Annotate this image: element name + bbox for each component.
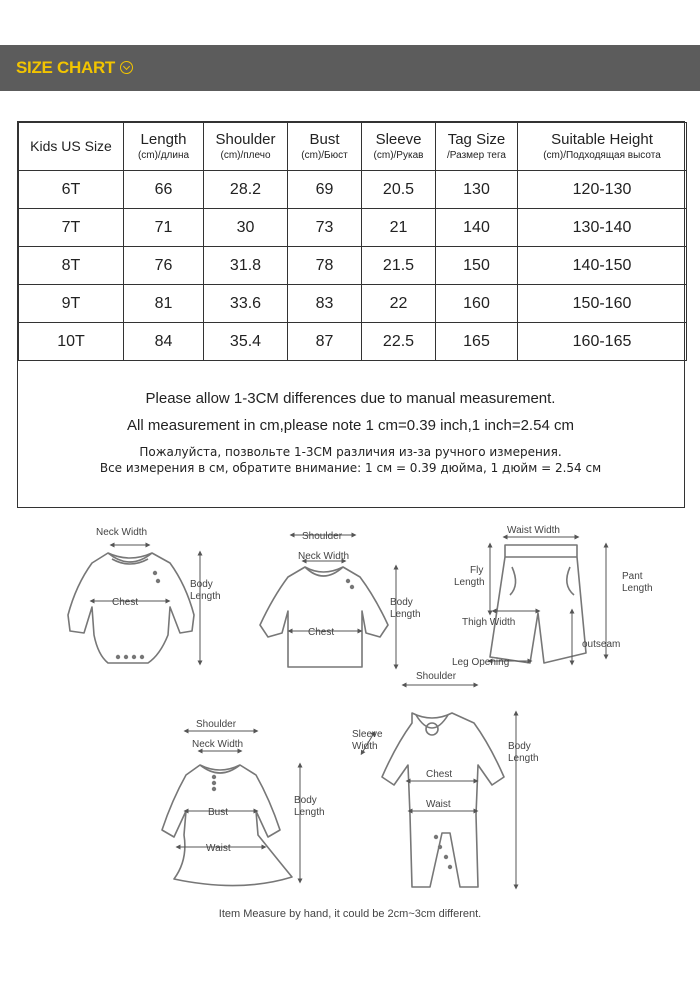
label-dress-length: Length xyxy=(294,807,325,818)
chevron-circle-down-icon xyxy=(120,61,133,74)
cell-height: 160-165 xyxy=(518,323,687,361)
dress-diagram xyxy=(162,765,292,886)
cell-tag-size: 165 xyxy=(436,323,518,361)
cell-shoulder: 33.6 xyxy=(204,285,288,323)
cell-tag-size: 160 xyxy=(436,285,518,323)
cell-tag-size: 150 xyxy=(436,247,518,285)
cell-length: 84 xyxy=(124,323,204,361)
cell-size: 8T xyxy=(19,247,124,285)
col-header-tag-size: Tag Size /Размер тега xyxy=(436,123,518,171)
col-header-height: Suitable Height (cm)/Подходящая высота xyxy=(518,123,687,171)
cell-bust: 78 xyxy=(288,247,362,285)
cell-sleeve: 21 xyxy=(362,209,436,247)
cell-height: 140-150 xyxy=(518,247,687,285)
col-header-sleeve: Sleeve (cm)/Рукав xyxy=(362,123,436,171)
cell-bust: 73 xyxy=(288,209,362,247)
label-pants-waist: Waist Width xyxy=(507,525,560,536)
cell-sleeve: 21.5 xyxy=(362,247,436,285)
size-chart-header xyxy=(0,45,700,91)
cell-shoulder: 35.4 xyxy=(204,323,288,361)
label-tshirt-shoulder: Shoulder xyxy=(302,531,343,542)
tshirt-diagram xyxy=(260,567,388,667)
label-dress-body: Body xyxy=(294,795,317,806)
label-tshirt-length: Length xyxy=(390,609,421,620)
note-en-2: All measurement in cm,please note 1 cm=0.39 inch,1 inch=2.54 cm xyxy=(127,417,574,434)
cell-length: 71 xyxy=(124,209,204,247)
diagram-labels xyxy=(96,525,653,854)
note-ru-2: Все измерения в см, обратите внимание: 1 см = 0.39 дюйма, 1 дюйм = 2.54 см xyxy=(99,461,602,475)
label-bodysuit-chest: Chest xyxy=(112,597,139,608)
cell-length: 66 xyxy=(124,171,204,209)
header-title: SIZE CHART xyxy=(16,58,116,77)
col-header-bust: Bust (cm)/Бюст xyxy=(288,123,362,171)
footer-note: Item Measure by hand, it could be 2cm~3cm different. xyxy=(218,908,482,920)
label-dress-waist: Waist xyxy=(206,843,231,854)
cell-sleeve: 20.5 xyxy=(362,171,436,209)
col-header-shoulder: Shoulder (cm)/плечо xyxy=(204,123,288,171)
label-dress-shoulder: Shoulder xyxy=(196,719,237,730)
label-dress-bust: Bust xyxy=(208,807,229,818)
label-romper-sleeve: Sleeve xyxy=(352,729,383,740)
cell-shoulder: 30 xyxy=(204,209,288,247)
label-romper-body: Body xyxy=(508,741,531,752)
label-bodysuit-length: Length xyxy=(190,591,221,602)
cell-length: 76 xyxy=(124,247,204,285)
col-header-length: Length (cm)/длина xyxy=(124,123,204,171)
cell-bust: 83 xyxy=(288,285,362,323)
label-pants-pant-length: Length xyxy=(622,583,653,594)
label-dress-neck: Neck Width xyxy=(192,739,244,750)
cell-height: 150-160 xyxy=(518,285,687,323)
label-tshirt-body: Body xyxy=(390,597,413,608)
size-table xyxy=(18,122,687,361)
table-row xyxy=(19,209,687,247)
cell-size: 9T xyxy=(19,285,124,323)
label-tshirt-neck: Neck Width xyxy=(298,551,350,562)
table-row xyxy=(19,247,687,285)
note-en-1: Please allow 1-3CM differences due to manual measurement. xyxy=(145,390,556,407)
label-romper-chest: Chest xyxy=(426,769,453,780)
cell-height: 120-130 xyxy=(518,171,687,209)
table-header-row xyxy=(19,123,687,171)
col-header-size: Kids US Size xyxy=(19,123,124,171)
note-ru-1: Пожалуйста, позвольте 1-3CM различия из-за ручного измерения. xyxy=(139,445,562,459)
cell-length: 81 xyxy=(124,285,204,323)
cell-bust: 69 xyxy=(288,171,362,209)
measurement-notes xyxy=(18,362,683,476)
label-bodysuit-body: Body xyxy=(190,579,213,590)
cell-shoulder: 28.2 xyxy=(204,171,288,209)
label-tshirt-chest: Chest xyxy=(308,627,335,638)
romper-arrows xyxy=(362,685,516,887)
label-romper-length: Length xyxy=(508,753,539,764)
cell-height: 130-140 xyxy=(518,209,687,247)
label-pants-fly-length: Length xyxy=(454,577,485,588)
table-row xyxy=(19,171,687,209)
diagrams-svg xyxy=(0,515,700,915)
cell-tag-size: 140 xyxy=(436,209,518,247)
label-bodysuit-neck: Neck Width xyxy=(96,527,148,538)
cell-size: 7T xyxy=(19,209,124,247)
table-row xyxy=(19,285,687,323)
measurement-diagrams xyxy=(0,515,700,935)
label-romper-sleeve-width: Width xyxy=(352,741,378,752)
size-chart-box xyxy=(17,121,685,508)
label-pants-pant: Pant xyxy=(622,571,643,582)
cell-shoulder: 31.8 xyxy=(204,247,288,285)
bodysuit-arrows xyxy=(92,545,200,663)
cell-sleeve: 22 xyxy=(362,285,436,323)
bodysuit-diagram xyxy=(68,553,194,663)
label-pants-leg: Leg Opening xyxy=(452,657,510,668)
cell-size: 6T xyxy=(19,171,124,209)
cell-size: 10T xyxy=(19,323,124,361)
dress-arrows xyxy=(178,731,300,881)
label-pants-thigh: Thigh Width xyxy=(462,617,516,628)
label-romper-shoulder: Shoulder xyxy=(416,671,457,682)
label-romper-waist: Waist xyxy=(426,799,451,810)
cell-bust: 87 xyxy=(288,323,362,361)
table-row xyxy=(19,323,687,361)
label-pants-fly: Fly xyxy=(470,565,484,576)
label-pants-outseam: outseam xyxy=(582,639,621,650)
cell-sleeve: 22.5 xyxy=(362,323,436,361)
cell-tag-size: 130 xyxy=(436,171,518,209)
